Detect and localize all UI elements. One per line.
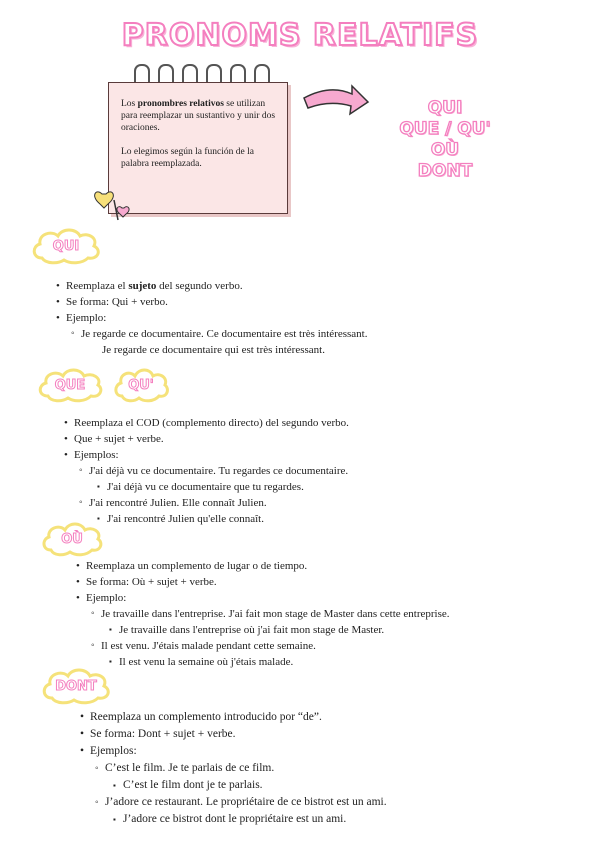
- list-item: Je regarde ce documentaire qui est très intéressant.: [102, 344, 325, 356]
- notepad-intro: Los pronombres relativos se utilizan para reemplazar un sustantivo y unir dos oraciones.: [121, 99, 276, 133]
- list-item: • Que + sujet + verbe.: [64, 431, 584, 447]
- list-item: ◦ Je travaille dans l'entreprise. J'ai fait mon stage de Master dans cette entreprise.: [91, 606, 596, 622]
- list-item: • Se forma: Où + sujet + verbe.: [76, 574, 596, 590]
- section-qui: [56, 278, 576, 358]
- page-title: PRONOMS RELATIFS: [121, 18, 479, 53]
- notepad-second: Lo elegimos según la función de la palabra reemplazada.: [121, 147, 254, 169]
- section-ou: [76, 558, 596, 670]
- label-dont: DONT: [40, 666, 112, 706]
- label-que: QUE: [36, 366, 104, 404]
- section-dont: [80, 709, 580, 828]
- list-item: ▪ J'ai rencontré Julien qu'elle connaît.: [97, 511, 584, 527]
- heart-decoration-icon: [92, 186, 142, 226]
- list-item: • Ejemplo:: [56, 310, 576, 326]
- list-item: • Ejemplo:: [76, 590, 596, 606]
- list-item: ◦ J'ai déjà vu ce documentaire. Tu regardes ce documentaire.: [79, 463, 584, 479]
- list-item: ◦ Il est venu. J'étais malade pendant cette semaine.: [91, 638, 596, 654]
- arrow-right-icon: [300, 80, 370, 120]
- list-item: ◦ J'ai rencontré Julien. Elle connaît Julien.: [79, 495, 584, 511]
- label-ou: OÙ: [40, 520, 104, 558]
- list-item: • Reemplaza el sujeto del segundo verbo.: [56, 278, 576, 294]
- list-item: ▪ C’est le film dont je te parlais.: [113, 777, 580, 794]
- label-qu: QU': [112, 366, 170, 404]
- list-item: ◦ J’adore ce restaurant. Le propriétaire de ce bistrot est un ami.: [95, 794, 580, 811]
- list-item: ▪ Il est venu la semaine où j'étais malade.: [109, 654, 596, 670]
- list-item: • Reemplaza un complemento introducido por “de”.: [80, 709, 580, 726]
- list-item: • Reemplaza un complemento de lugar o de tiempo.: [76, 558, 596, 574]
- list-item: ◦ C’est le film. Je te parlais de ce film.: [95, 760, 580, 777]
- list-item: ▪ J’adore ce bistrot dont le propriétaire est un ami.: [113, 811, 580, 828]
- list-item: ▪ Je travaille dans l'entreprise où j'ai fait mon stage de Master.: [109, 622, 596, 638]
- list-item: • Se forma: Qui + verbo.: [56, 294, 576, 310]
- section-que: [64, 415, 584, 527]
- list-item: • Ejemplos:: [64, 447, 584, 463]
- list-item: ◦ Je regarde ce documentaire. Ce documentaire est très intéressant.: [71, 326, 576, 342]
- list-item: ▪ J'ai déjà vu ce documentaire que tu regardes.: [97, 479, 584, 495]
- list-item: • Ejemplos:: [80, 743, 580, 760]
- list-item: • Reemplaza el COD (complemento directo) del segundo verbo.: [64, 415, 584, 431]
- list-item: • Se forma: Dont + sujet + verbe.: [80, 726, 580, 743]
- pronoun-list: QUI QUE / QU' OÙ DONT: [399, 98, 491, 181]
- label-qui: QUI: [30, 226, 102, 266]
